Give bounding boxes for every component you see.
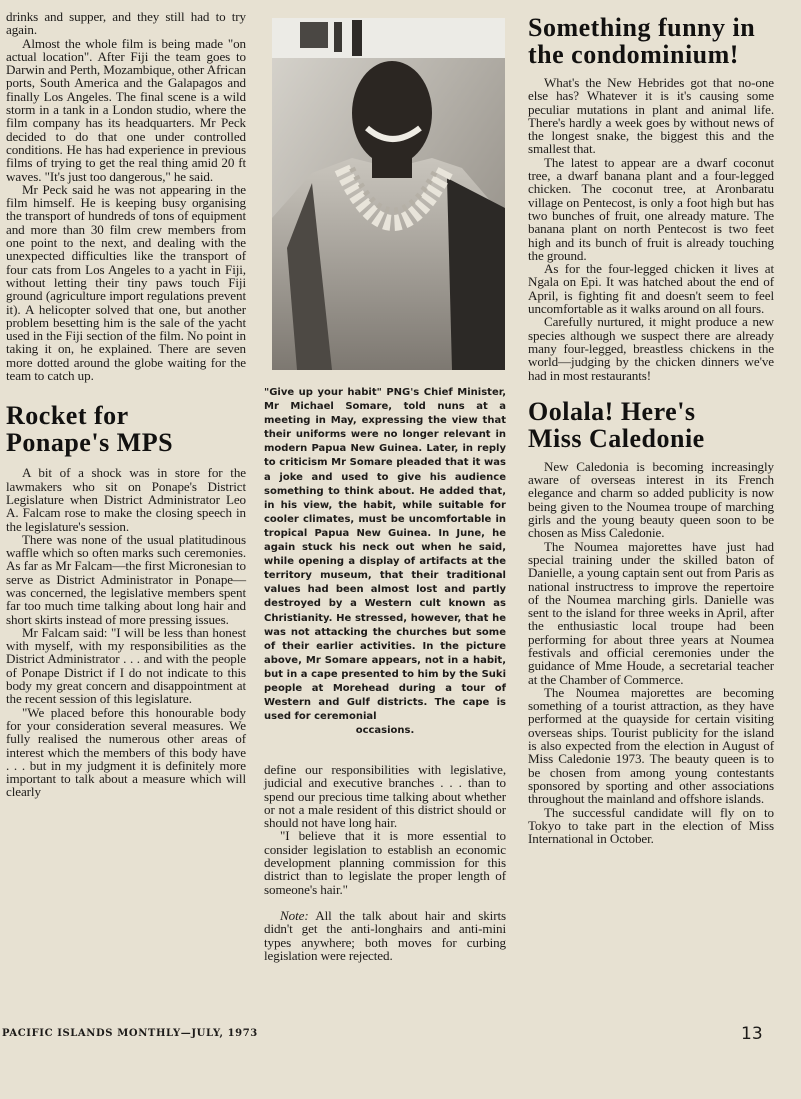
- column-middle-text: [264, 763, 506, 962]
- publication-footer: PACIFIC ISLANDS MONTHLY—JULY, 1973: [2, 1028, 258, 1039]
- photo-caption: [264, 386, 506, 738]
- headline-line: the condominium!: [528, 40, 739, 69]
- paragraph: The Noumea majorettes have just had special training under the skilled baton of Danielle, a young captain sent out from Paris as national instructress to improve the repertoire of the Noumea marching girls. Danielle was sent to the island for three weeks in April, after the enthusiastic local troupe had been performing for about three years at Noumea festivals and official ceremonies under the guidance of Mme Houde, a secretarial teacher at the Chamber of Commerce.: [528, 538, 774, 687]
- page-number: 13: [741, 1024, 763, 1044]
- photo-michael-somare: [272, 18, 505, 370]
- headline-line: Rocket for: [6, 401, 129, 431]
- article-ponape-continued: [264, 763, 506, 962]
- column-left: [6, 0, 246, 799]
- photo-illustration: [272, 18, 505, 370]
- note-paragraph: [264, 909, 506, 962]
- paragraph: drinks and supper, and they still had to try again.: [6, 9, 246, 38]
- note-text: All the talk about hair and skirts didn't get the anti-longhairs and anti-mini types anywhere; both moves for curbing legislation were rejected.: [264, 907, 506, 963]
- headline-line: Oolala! Here's: [528, 396, 696, 426]
- paragraph: As for the four-legged chicken it lives at Ngala on Epi. It was hatched about the end of April, is fighting fit and doesn't seem to feel uncomfortable as it walks around on all fours.: [528, 261, 774, 317]
- paragraph: "I believe that it is more essential to consider legislation to establish an economic development planning commission for this district than to legislate the proper length of someone's hair.": [264, 828, 506, 897]
- caption-last-line: occasions.: [355, 725, 415, 737]
- headline-something-funny: [528, 14, 774, 68]
- paragraph: "We placed before this honourable body for your consideration several measures. We fully realised the numerous other areas of interest which the members of this body have . . . but in my judgment it is definitely more important to talk about a measure which will clearly: [6, 704, 246, 800]
- headline-miss-caledonie: [528, 398, 774, 452]
- headline-line: Ponape's MPS: [6, 428, 174, 458]
- article-ponape: [6, 466, 246, 798]
- article-condominium: [528, 76, 774, 382]
- paragraph: The successful candidate will fly on to Tokyo to take part in the election of Miss International in October.: [528, 804, 774, 847]
- paragraph: What's the New Hebrides got that no-one else has? Whatever it is it's causing some peculiar mutations in plant and animal life. There's hardly a week goes by without news of the longest snake, the biggest this and the smallest that.: [528, 75, 774, 157]
- paragraph: Carefully nurtured, it might produce a new species although we suspect there are already many four-legged, breastless chickens in the world—judging by the chicken dinners we've had in most restaurants!: [528, 314, 774, 383]
- paragraph: define our responsibilities with legislative, judicial and executive branches . . . than to spend our precious time talking about whether or not a male resident of this district should or should not have long hair.: [264, 762, 506, 831]
- article-caledonie: [528, 460, 774, 846]
- paragraph: Mr Falcam said: "I will be less than honest with myself, with my responsibilities as the District Administrator . . . and with the people of Ponape District if I do not indicate to this body my great concern and disappointment at the recent session of this legislature.: [6, 624, 246, 707]
- paragraph: A bit of a shock was in store for the lawmakers who sit on Ponape's District Legislature when District Administrator Leo A. Falcam rose to make the closing speech in the legislature's session.: [6, 465, 246, 534]
- paragraph: The Noumea majorettes are becoming something of a tourist attraction, as they have performed at the quayside for certain visiting overseas ships. Tourist publicity for the island is also expected from the election in August of Miss Caledonie 1973. The beauty queen is to be chosen from among young contestants sponsored by sporting and other associations throughout the mainland and offshore islands.: [528, 684, 774, 807]
- paragraph: Almost the whole film is being made "on actual location". After Fiji the team goes to Darwin and Perth, Mozambique, other African ports, South America and the Galapagos and finally Los Angeles. The final scene is a wild storm in a tank in a London studio, where the film company has its headquarters. Mr Peck decided to do that one under controlled conditions. He has had experience in previous films of trying to get the real thing amid 20 ft waves. "It's just too dangerous," he said.: [6, 35, 246, 184]
- article-film-continued: [6, 10, 246, 382]
- note-label: Note:: [280, 907, 309, 923]
- column-right: [528, 14, 774, 845]
- caption-text: "Give up your habit" PNG's Chief Minister, Mr Michael Somare, told nuns at a meeting in May, expressing the view that their uniforms were no longer relevant in modern Papua New Guinea. Later, in reply to criticism Mr Somare pleaded that it was a joke and used to give his audience something to think about. He added that, in his view, the habit, while suitable for cooler climates, must be uncomfortable in tropical Papua New Guinea. In June, he again stuck his neck out when he said, while opening a display of artifacts at the territory museum, that their traditional values had been almost lost and partly destroyed by a Western cult known as Christianity. He stressed, however, that he was not attacking the churches but some of their earlier activities. In the picture above, Mr Somare appears, not in a habit, but in a cape presented to him by the Suki people at Morehead during a tour of Western and Gulf districts. The cape is used for ceremonial: [264, 387, 506, 723]
- headline-line: Miss Caledonie: [528, 423, 705, 453]
- headline-rocket-for-ponape: [6, 402, 246, 456]
- paragraph: There was none of the usual platitudinous waffle which so often marks such ceremonies. As far as Mr Falcam—the first Micronesian to serve as District Administrator in Ponape—was concerned, the legislative members spent far too much time talking about long hair and short skirts instead of more pressing issues.: [6, 531, 246, 627]
- headline-line: Something funny in: [528, 13, 756, 42]
- paragraph: New Caledonia is becoming increasingly aware of overseas interest in its French elegance and charm so added publicity is now being given to the Noumea troupe of marching girls and the young beauty queen soon to be chosen as Miss Caledonie.: [528, 458, 774, 541]
- paragraph: The latest to appear are a dwarf coconut tree, a dwarf banana plant and a four-legged chicken. The coconut tree, at Aronbaratu village on Pentecost, is only a foot high but has two bunches of fruit, one already mature. The banana plant on north Pentecost is two feet high and its bunch of fruit is already touching the ground.: [528, 154, 774, 263]
- paragraph: Mr Peck said he was not appearing in the film himself. He is keeping busy organising the transport of hundreds of tons of equipment and more than 30 film crew members from one point to the next, and dealing with the unexpected difficulties like the transport of four cats from Los Angeles to a yacht in Fiji, without letting their tiny paws touch Fiji ground (agriculture import regulations prevent it). A helicopter solved that one, but another problem besetting him is the sale of the yacht used in the Fiji section of the film. No point in taking it on, he explained. There are seven more dotted around the globe waiting for the team to catch up.: [6, 181, 246, 384]
